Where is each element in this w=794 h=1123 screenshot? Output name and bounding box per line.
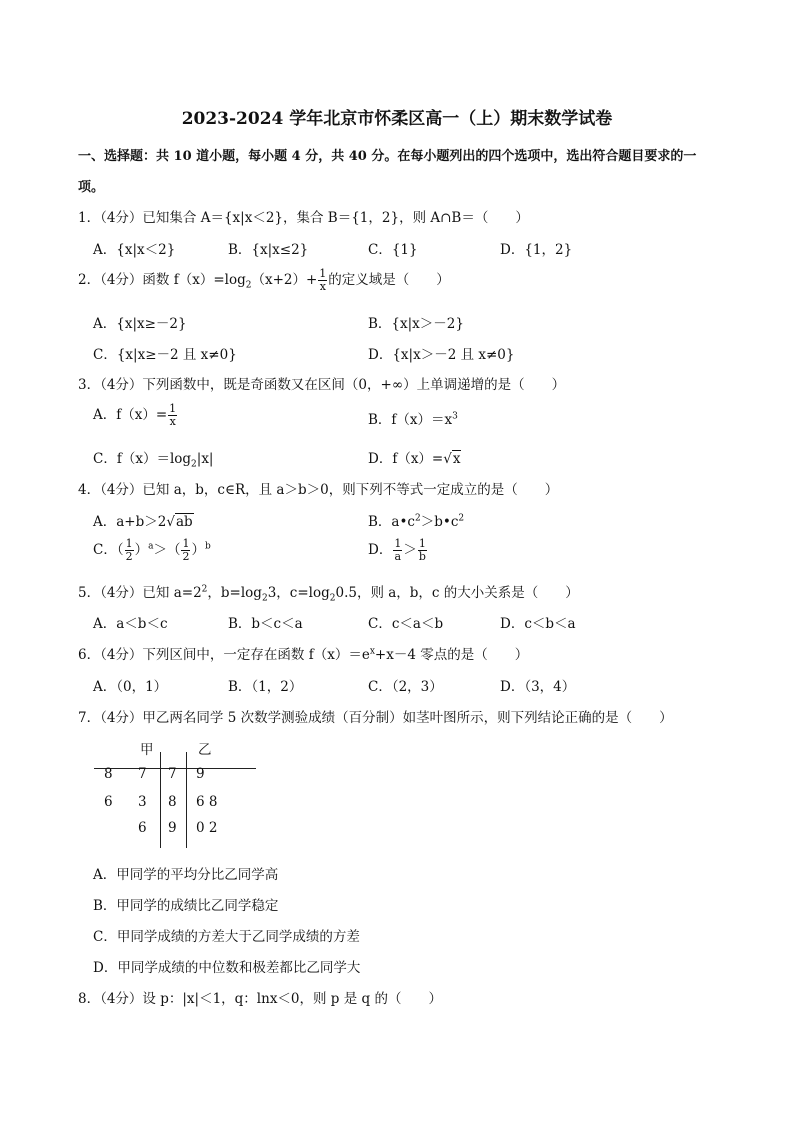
- stem-leaf-right-divider: [186, 752, 187, 848]
- question-7-stem: 7．（4分）甲乙两名同学 5 次数学测验成绩（百分制）如茎叶图所示，则下列结论正确的是（ ）: [78, 710, 673, 726]
- question-4-stem: 4．（4分）已知 a，b，c∈R，且 a＞b＞0，则下列不等式一定成立的是（ ）: [78, 482, 559, 498]
- stem-leaf-right-leaves: 6 8: [196, 794, 218, 810]
- question-1-stem: 1．（4分）已知集合 A＝{x|x＜2}，集合 B＝{1，2}，则 A∩B＝（ ）: [78, 210, 529, 226]
- page-title: 2023-2024 学年北京市怀柔区高一（上）期末数学试卷: [181, 109, 613, 129]
- stem-leaf-header-left: 甲: [140, 742, 154, 758]
- question-4-option-c: C．（ $\frac{1}{2}$ ）$^a$＞（ $\frac{1}{2}$ ）$^b$: [93, 537, 211, 563]
- stem-leaf-left-leaf: 7: [138, 766, 147, 782]
- stem-leaf-left-leaf: 8: [104, 766, 113, 782]
- question-2-option-b: B．{x|x＞－2}: [368, 316, 464, 332]
- question-6-option-d: D．（3，4）: [500, 679, 576, 695]
- question-2-stem: 2．（4分）函数 $f(x)=\log_2(x+2)+$ $\frac{1}{x}$ 的定义域是（ ）: [78, 267, 450, 293]
- question-7-option-a: A．甲同学的平均分比乙同学高: [93, 867, 279, 883]
- question-1-option-b: B．{x|x≤2}: [228, 242, 309, 258]
- stem-leaf-right-leaves: 0 2: [196, 820, 218, 836]
- question-1-option-a: A．{x|x＜2}: [93, 242, 176, 258]
- question-6-option-c: C．（2，3）: [368, 679, 443, 695]
- question-6-option-a: A．（0，1）: [93, 679, 168, 695]
- question-2-option-c: C．{x|x≥－2 且 x≠0}: [93, 347, 237, 363]
- question-8-stem: 8．（4分）设 p：|x|＜1，q：lnx＜0，则 p 是 q 的（ ）: [78, 991, 442, 1007]
- stem-leaf-left-divider: [160, 752, 161, 848]
- question-5-option-c: C．c＜a＜b: [368, 616, 444, 632]
- question-3-option-c: C．$f(x)=\log_2|x|$: [93, 451, 214, 470]
- question-1-option-d: D．{1，2}: [500, 242, 573, 258]
- question-5-option-d: D．c＜b＜a: [500, 616, 576, 632]
- question-1-option-c: C．{1}: [368, 242, 418, 258]
- question-5-option-a: A．a＜b＜c: [93, 616, 168, 632]
- question-4-option-a: A．a+b＞2√ab: [93, 514, 193, 530]
- stem-leaf-plot: [94, 742, 256, 848]
- question-6-stem: 6．（4分）下列区间中，一定存在函数 $f(x)=e^x+x-4$ 零点的是（ ）: [78, 646, 529, 663]
- question-4-option-b: B．$a•c^2>b•c^2$: [368, 513, 465, 530]
- section-heading-line1: 一、选择题：共 10 道小题，每小题 4 分，共 40 分。在每小题列出的四个选项中，选出符合题目要求的一: [78, 149, 697, 164]
- question-3-option-d: D．f（x）=√x: [368, 451, 461, 467]
- question-7-option-c: C．甲同学成绩的方差大于乙同学成绩的方差: [93, 929, 360, 945]
- question-3-stem: 3．（4分）下列函数中，既是奇函数又在区间（0，+∞）上单调递增的是（ ）: [78, 377, 566, 393]
- section-heading-line2: 项。: [78, 180, 105, 195]
- question-5-option-b: B．b＜c＜a: [228, 616, 303, 632]
- question-6-option-b: B．（1，2）: [228, 679, 303, 695]
- question-4-option-d: D． $\frac{1}{a}$ ＞ $\frac{1}{b}$: [368, 537, 426, 563]
- question-2-option-a: A．{x|x≥－2}: [93, 316, 187, 332]
- stem-leaf-left-leaf: 3: [138, 794, 147, 810]
- stem-leaf-left-leaf: 6: [138, 820, 147, 836]
- stem-leaf-stem: 9: [168, 820, 177, 836]
- stem-leaf-header-right: 乙: [198, 742, 212, 758]
- question-7-option-d: D．甲同学成绩的中位数和极差都比乙同学大: [93, 960, 361, 976]
- question-7-option-b: B．甲同学的成绩比乙同学稳定: [93, 898, 279, 914]
- question-3-option-a: A．f（x）= $\frac{1}{x}$: [93, 402, 177, 428]
- stem-leaf-stem: 7: [168, 766, 177, 782]
- stem-leaf-right-leaves: 9: [196, 766, 205, 782]
- stem-leaf-stem: 8: [168, 794, 177, 810]
- question-3-option-b: B．$f(x)=x^3$: [368, 411, 458, 428]
- question-5-stem: 5．（4分）已知 $a=2^2$，$b=\log_23$，$c=\log_20.5$，则 a，b，c 的大小关系是（ ）: [78, 584, 579, 604]
- question-2-option-d: D．{x|x＞－2 且 x≠0}: [368, 347, 515, 363]
- stem-leaf-left-leaf: 6: [104, 794, 113, 810]
